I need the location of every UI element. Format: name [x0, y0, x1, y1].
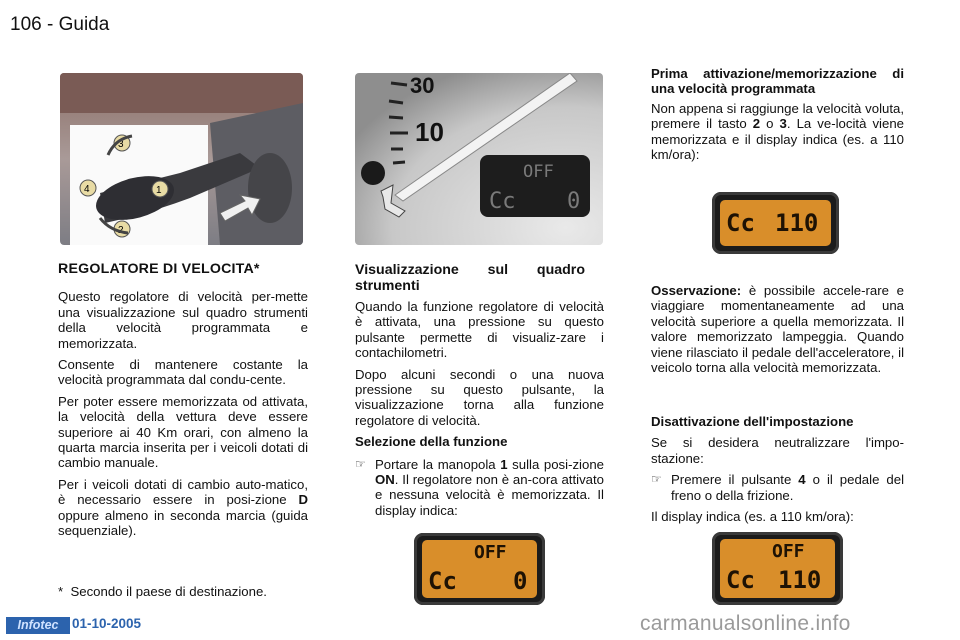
paragraph: Dopo alcuni secondi o una nuova pressione su questo pulsante, la visualizzazione torna alla funzione regolatore di velocità.: [355, 366, 604, 428]
bullet-item: ☞ Premere il pulsante 4 o il pedale del freno o della frizione.: [651, 472, 904, 503]
gauge-lcd-right: 0: [567, 189, 581, 214]
stalk-illustration: [60, 73, 303, 245]
lcd-display-off-0: [414, 533, 545, 605]
pointing-hand-icon: ☞: [355, 456, 366, 471]
paragraph: Per poter essere memorizzata od attivata, la velocità della vettura deve essere superiore ai 40 Km orari, con almeno la quarta marcia inserita per i veicoli dotati di cambio manuale.: [58, 393, 308, 471]
callout-4: 4: [84, 184, 90, 195]
paragraph: Per i veicoli dotati di cambio auto-matico, è necessario essere in posi-zione D oppure almeno in seconda marcia (guida sequenziale).: [58, 476, 308, 539]
page-header: [10, 14, 109, 36]
paragraph: Il display indica (es. a 110 km/ora):: [651, 509, 854, 525]
observation: Osservazione: è possibile accele-rare e viaggiare momentaneamente ad una velocità superiore a quella memorizzata. Il valore memorizzato lampeggia. Quando viene rilasciato il pedale dell'acceleratore, il veicolo torna alla velocità memorizzata.: [651, 283, 904, 376]
column-1: [58, 262, 308, 545]
header-separator: -: [46, 14, 54, 35]
gauge-photo: [355, 73, 603, 245]
lcd-speed: 110: [778, 566, 822, 594]
footer-date: 01-10-2005: [72, 616, 142, 631]
lcd-mode: Cc: [726, 566, 755, 594]
section-heading: Visualizzazione sul quadro strumenti: [355, 262, 585, 294]
bullet-item: ☞ Portare la manopola 1 sulla posi-zione ON. Il regolatore non è an-cora attivato e nessuna velocità è memorizzata. Il display indica:: [355, 456, 604, 518]
lcd-status: OFF: [474, 542, 507, 563]
column-2: [355, 262, 604, 524]
gauge-lcd-top: OFF: [523, 162, 554, 182]
section-heading: Prima attivazione/memorizzazione di una velocità programmata: [651, 66, 904, 97]
callout-3: 3: [118, 139, 124, 150]
deactivation: [651, 414, 904, 530]
callout-1: 1: [156, 185, 162, 196]
subheading: Selezione della funzione: [355, 434, 508, 450]
subheading: Disattivazione dell'impostazione: [651, 414, 854, 429]
section-title: Guida: [58, 14, 110, 35]
paragraph: Consente di mantenere costante la velocità programmata dal condu-cente.: [58, 357, 308, 388]
lcd-mode: Cc: [726, 209, 755, 237]
section-heading: REGOLATORE DI VELOCITA*: [58, 261, 260, 277]
lcd-speed: 0: [513, 567, 528, 595]
footnote: * Secondo il paese di destinazione.: [58, 584, 267, 599]
callout-2: 2: [118, 225, 124, 236]
infotec-logo: Infotec: [6, 617, 70, 634]
lcd-speed: 110: [775, 209, 819, 237]
lcd-mode: Cc: [428, 567, 457, 595]
lcd-display-off-110: [712, 532, 843, 605]
column-3: [651, 66, 904, 168]
lcd-status: OFF: [772, 541, 805, 562]
stalk-photo: [60, 73, 303, 245]
paragraph: Se si desidera neutralizzare l'impo-stazione:: [651, 435, 904, 466]
gauge-label-10: 10: [415, 117, 444, 147]
page-number: 106: [10, 14, 42, 35]
gauge-label-30: 30: [410, 73, 435, 98]
paragraph: Questo regolatore di velocità per-mette una visualizzazione sul quadro strumenti della velocità programmata e memorizzata.: [58, 289, 308, 351]
pointing-hand-icon: ☞: [651, 472, 662, 487]
gauge-illustration: [355, 73, 603, 245]
paragraph: Quando la funzione regolatore di velocità è attivata, una pressione su questo pulsante permette di visualiz-zare i contachilometri.: [355, 299, 604, 361]
gauge-lcd-left: Cc: [489, 189, 516, 214]
paragraph: Non appena si raggiunge la velocità voluta, premere il tasto 2 o 3. La ve-locità viene memorizzata e il display indica (es. a 110 km/ora):: [651, 100, 904, 163]
lcd-display-110: [712, 192, 839, 254]
watermark: carmanualsonline.info: [640, 612, 851, 635]
